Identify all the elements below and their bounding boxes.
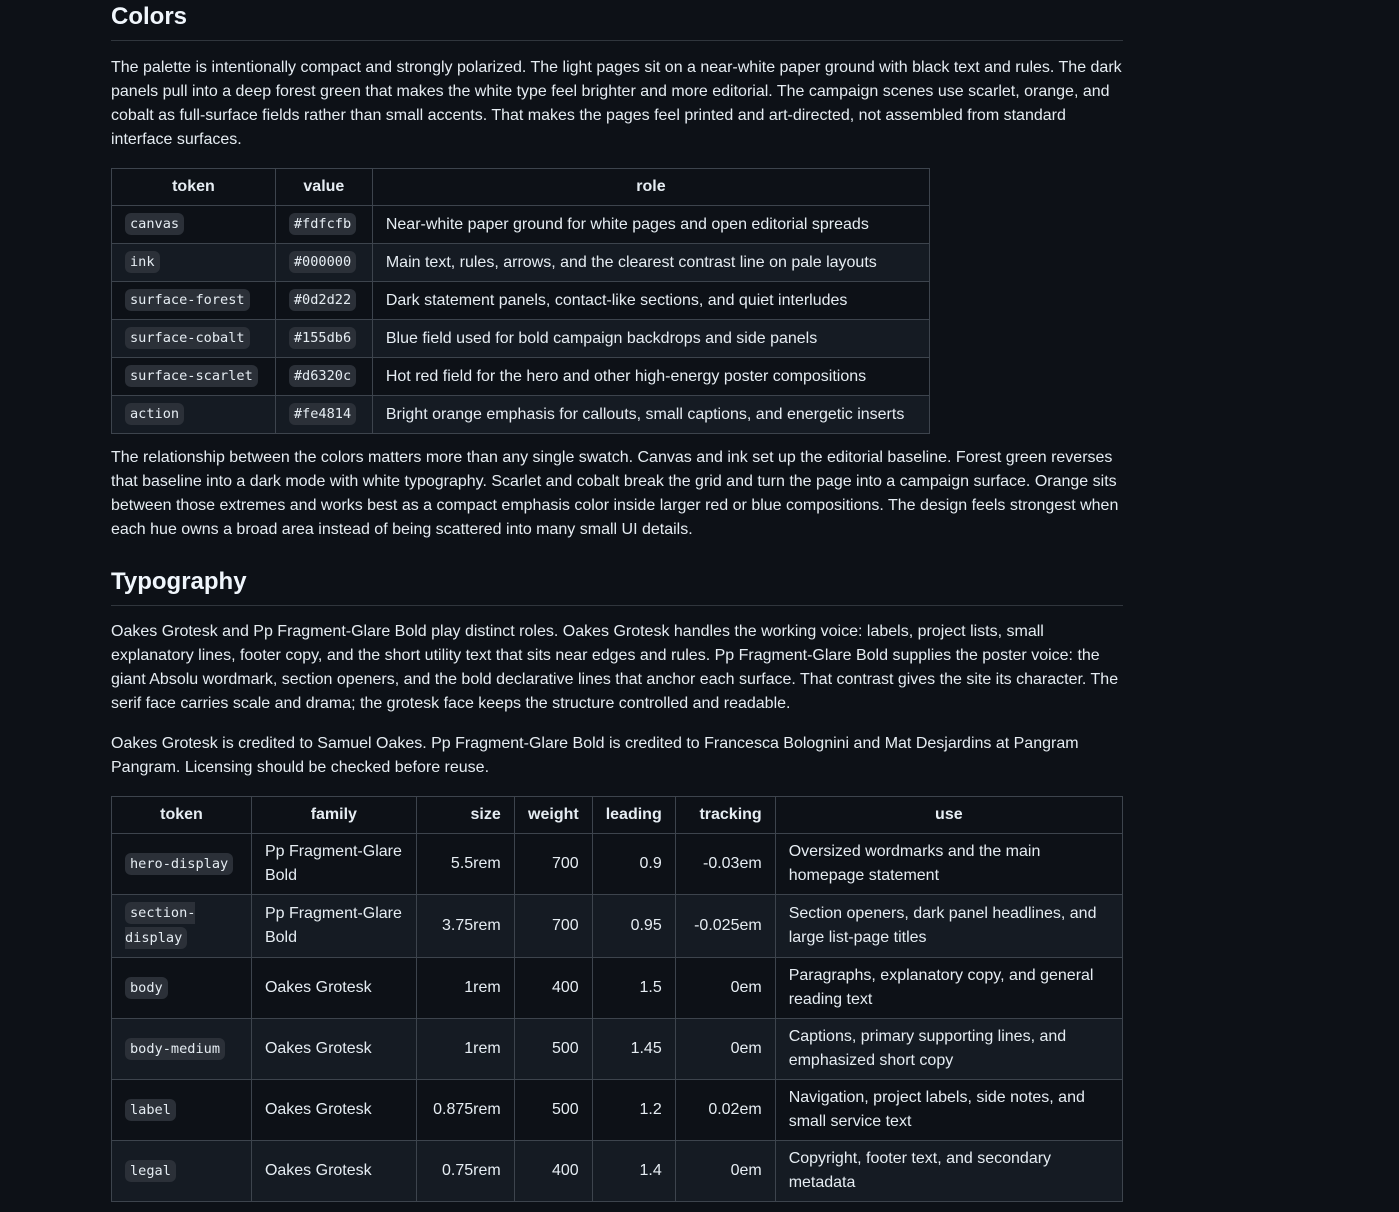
column-header-size: size (416, 797, 514, 834)
weight-cell: 700 (514, 834, 592, 895)
hex-code: #fdfcfb (289, 213, 356, 235)
weight-cell: 400 (514, 1141, 592, 1202)
tracking-cell: 0.02em (675, 1080, 775, 1141)
token-cell (112, 834, 252, 895)
family-cell: Pp Fragment-Glare Bold (251, 895, 416, 958)
table-row (112, 1141, 1123, 1202)
role-cell: Bright orange emphasis for callouts, small captions, and energetic inserts (372, 396, 929, 434)
role-cell: Main text, rules, arrows, and the clearest contrast line on pale layouts (372, 244, 929, 282)
column-header-value: value (275, 169, 372, 206)
token-cell (112, 1019, 252, 1080)
token-code: hero-display (125, 853, 233, 875)
value-cell (275, 358, 372, 396)
token-code: body-medium (125, 1038, 225, 1060)
leading-cell: 1.45 (592, 1019, 675, 1080)
use-cell: Navigation, project labels, side notes, and small service text (775, 1080, 1122, 1141)
family-cell: Pp Fragment-Glare Bold (251, 834, 416, 895)
hex-code: #0d2d22 (289, 289, 356, 311)
tracking-cell: -0.025em (675, 895, 775, 958)
token-cell (112, 1080, 252, 1141)
use-cell: Paragraphs, explanatory copy, and general reading text (775, 958, 1122, 1019)
token-code: ink (125, 251, 160, 273)
table-row (112, 320, 930, 358)
table-row (112, 895, 1123, 958)
token-code: action (125, 403, 184, 425)
token-cell (112, 1141, 252, 1202)
value-cell (275, 320, 372, 358)
weight-cell: 400 (514, 958, 592, 1019)
hex-code: #155db6 (289, 327, 356, 349)
column-header-family: family (251, 797, 416, 834)
token-code: surface-scarlet (125, 365, 258, 387)
token-code: label (125, 1099, 176, 1121)
tracking-cell: 0em (675, 958, 775, 1019)
column-header-token: token (112, 169, 276, 206)
token-cell (112, 958, 252, 1019)
colors-table (111, 168, 930, 434)
hex-code: #fe4814 (289, 403, 356, 425)
table-row (112, 396, 930, 434)
value-cell (275, 244, 372, 282)
table-row (112, 206, 930, 244)
role-cell: Hot red field for the hero and other high-energy poster compositions (372, 358, 929, 396)
tracking-cell: 0em (675, 1141, 775, 1202)
table-row (112, 282, 930, 320)
typography-heading: Typography (111, 567, 1123, 606)
token-cell (112, 244, 276, 282)
column-header-leading: leading (592, 797, 675, 834)
table-row (112, 244, 930, 282)
typography-table (111, 796, 1123, 1202)
role-cell: Blue field used for bold campaign backdrops and side panels (372, 320, 929, 358)
token-cell (112, 396, 276, 434)
size-cell: 5.5rem (416, 834, 514, 895)
colors-outro-paragraph: The relationship between the colors matters more than any single swatch. Canvas and ink set up the editorial baseline. Forest green reverses that baseline into a dark mode with white typography. Scarlet and cobalt break the grid and turn the page into a campaign surface. Orange sits between those extremes and works best as a compact emphasis color inside larger red or blue compositions. The design feels strongest when each hue owns a broad area instead of being scattered into many small UI details. (111, 449, 1119, 538)
tracking-cell: -0.03em (675, 834, 775, 895)
token-cell (112, 320, 276, 358)
table-row (112, 834, 1123, 895)
family-cell: Oakes Grotesk (251, 1019, 416, 1080)
token-code: body (125, 977, 168, 999)
role-cell: Near-white paper ground for white pages and open editorial spreads (372, 206, 929, 244)
use-cell: Oversized wordmarks and the main homepage statement (775, 834, 1122, 895)
family-cell: Oakes Grotesk (251, 958, 416, 1019)
table-row (112, 358, 930, 396)
token-code: surface-forest (125, 289, 250, 311)
colors-table-header-row (112, 169, 930, 206)
leading-cell: 1.5 (592, 958, 675, 1019)
leading-cell: 1.2 (592, 1080, 675, 1141)
tracking-cell: 0em (675, 1019, 775, 1080)
table-row (112, 958, 1123, 1019)
value-cell (275, 282, 372, 320)
size-cell: 1rem (416, 958, 514, 1019)
typography-table-header-row (112, 797, 1123, 834)
colors-heading: Colors (111, 2, 1123, 41)
table-row (112, 1019, 1123, 1080)
table-row (112, 1080, 1123, 1141)
token-code: legal (125, 1160, 176, 1182)
column-header-role: role (372, 169, 929, 206)
hex-code: #d6320c (289, 365, 356, 387)
weight-cell: 500 (514, 1080, 592, 1141)
weight-cell: 500 (514, 1019, 592, 1080)
weight-cell: 700 (514, 895, 592, 958)
token-cell (112, 206, 276, 244)
value-cell (275, 206, 372, 244)
use-cell: Captions, primary supporting lines, and emphasized short copy (775, 1019, 1122, 1080)
size-cell: 1rem (416, 1019, 514, 1080)
column-header-use: use (775, 797, 1122, 834)
size-cell: 0.75rem (416, 1141, 514, 1202)
value-cell (275, 396, 372, 434)
typography-credit-paragraph: Oakes Grotesk is credited to Samuel Oakes. Pp Fragment-Glare Bold is credited to Francesca Bolognini and Mat Desjardins at Pangram Pangram. Licensing should be checked before reuse. (111, 735, 1079, 776)
column-header-tracking: tracking (675, 797, 775, 834)
size-cell: 3.75rem (416, 895, 514, 958)
role-cell: Dark statement panels, contact-like sections, and quiet interludes (372, 282, 929, 320)
leading-cell: 1.4 (592, 1141, 675, 1202)
token-cell (112, 358, 276, 396)
size-cell: 0.875rem (416, 1080, 514, 1141)
token-cell (112, 282, 276, 320)
token-code: surface-cobalt (125, 327, 250, 349)
leading-cell: 0.9 (592, 834, 675, 895)
typography-intro-paragraph: Oakes Grotesk and Pp Fragment-Glare Bold play distinct roles. Oakes Grotesk handles the working voice: labels, project lists, small explanatory lines, footer copy, and the short utility text that sits near edges and rules. Pp Fragment-Glare Bold supplies the poster voice: the giant Absolu wordmark, section openers, and the bold declarative lines that anchor each surface. That contrast gives the site its character. The serif face carries scale and drama; the grotesk face keeps the structure controlled and readable. (111, 623, 1119, 712)
family-cell: Oakes Grotesk (251, 1141, 416, 1202)
use-cell: Section openers, dark panel headlines, and large list-page titles (775, 895, 1122, 958)
leading-cell: 0.95 (592, 895, 675, 958)
token-cell (112, 895, 252, 958)
colors-intro-paragraph: The palette is intentionally compact and strongly polarized. The light pages sit on a near-white paper ground with black text and rules. The dark panels pull into a deep forest green that makes the white type feel brighter and more editorial. The campaign scenes use scarlet, orange, and cobalt as full-surface fields rather than small accents. That makes the pages feel printed and art-directed, not assembled from standard interface surfaces. (111, 59, 1122, 148)
token-code: canvas (125, 213, 184, 235)
hex-code: #000000 (289, 251, 356, 273)
family-cell: Oakes Grotesk (251, 1080, 416, 1141)
token-code: section-display (125, 902, 195, 949)
column-header-token: token (112, 797, 252, 834)
column-header-weight: weight (514, 797, 592, 834)
use-cell: Copyright, footer text, and secondary metadata (775, 1141, 1122, 1202)
